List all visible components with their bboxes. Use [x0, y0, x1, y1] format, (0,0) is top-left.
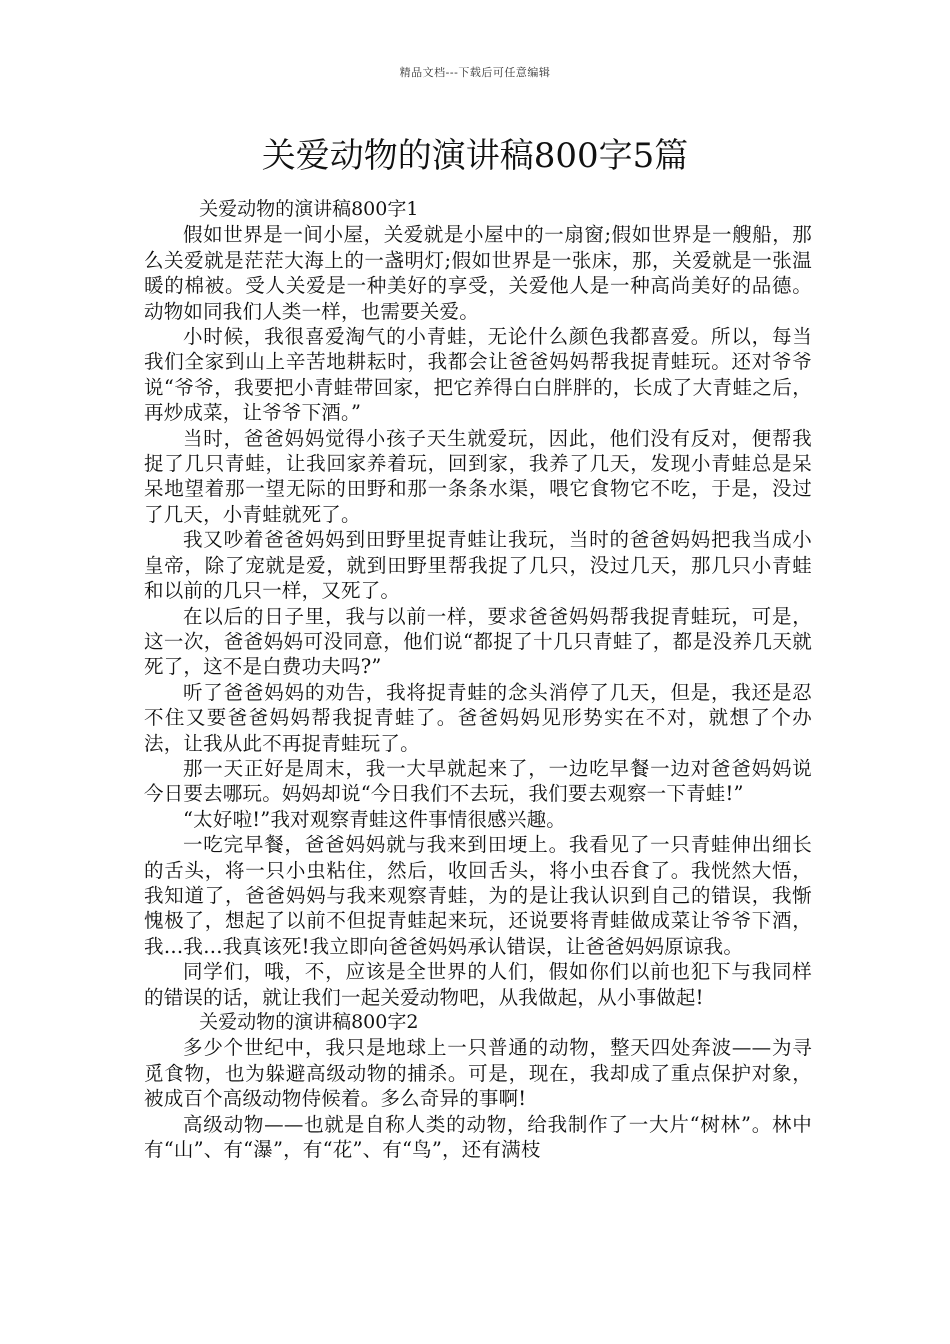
section-heading: 关爱动物的演讲稿800字2 — [199, 1011, 419, 1033]
body-paragraph: “太好啦!”我对观察青蛙这件事情很感兴趣。 — [183, 807, 566, 831]
body-paragraph: 高级动物——也就是自称人类的动物，给我制作了一大片“树林”。林中有“山”、有“瀑”，有“花”、有“鸟”，还有满枝 — [144, 1112, 812, 1162]
section-heading: 关爱动物的演讲稿800字1 — [199, 198, 419, 220]
body-paragraph: 当时，爸爸妈妈觉得小孩子天生就爱玩，因此，他们没有反对，便帮我捉了几只青蛙，让我回家养着玩，回到家，我养了几天，发现小青蛙总是呆呆地望着那一望无际的田野和那一条条水渠，喂它食物它不吃，于是，没过了几天，小青蛙就死了。 — [144, 426, 812, 526]
body-paragraph: 那一天正好是周末，我一大早就起来了，一边吃早餐一边对爸爸妈妈说今日要去哪玩。妈妈却说“今日我们不去玩，我们要去观察一下青蛙!” — [144, 756, 812, 806]
body-paragraph: 假如世界是一间小屋，关爱就是小屋中的一扇窗;假如世界是一艘船，那么关爱就是茫茫大海上的一盏明灯;假如世界是一张床，那，关爱就是一张温暖的棉被。受人关爱是一种美好的享受，关爱他人是一种高尚美好的品德。动物如同我们人类一样，也需要关爱。 — [144, 223, 812, 323]
document-body — [144, 197, 812, 1162]
body-paragraph: 小时候，我很喜爱淘气的小青蛙，无论什么颜色我都喜爱。所以，每当我们全家到山上辛苦地耕耘时，我都会让爸爸妈妈帮我捉青蛙玩。还对爷爷说“爷爷，我要把小青蛙带回家，把它养得白白胖胖的，长成了大青蛙之后，再炒成菜，让爷爷下酒。” — [144, 325, 812, 425]
body-paragraph: 同学们，哦，不，应该是全世界的人们，假如你们以前也犯下与我同样的错误的话，就让我们一起关爱动物吧，从我做起，从小事做起! — [144, 960, 812, 1009]
page-header-note: 精品文档---下载后可任意编辑 — [399, 66, 551, 79]
body-paragraph: 多少个世纪中，我只是地球上一只普通的动物，整天四处奔波——为寻觅食物，也为躲避高级动物的捕杀。可是，现在，我却成了重点保护对象，被成百个高级动物侍候着。多么奇异的事啊! — [144, 1036, 812, 1111]
document-title: 关爱动物的演讲稿800字5篇 — [261, 136, 689, 176]
body-paragraph: 一吃完早餐，爸爸妈妈就与我来到田埂上。我看见了一只青蛙伸出细长的舌头，将一只小虫粘住，然后，收回舌头，将小虫吞食了。我恍然大悟，我知道了，爸爸妈妈与我来观察青蛙，为的是让我认识到自己的错误，我惭愧极了，想起了以前不但捉青蛙起来玩，还说要将青蛙做成菜让爷爷下酒，我…我…我真该死!我立即向爸爸妈妈承认错误，让爸爸妈妈原谅我。 — [144, 833, 812, 958]
body-paragraph: 在以后的日子里，我与以前一样，要求爸爸妈妈帮我捉青蛙玩，可是，这一次，爸爸妈妈可没同意，他们说“都捉了十几只青蛙了，都是没养几天就死了，这不是白费功夫吗?” — [144, 604, 812, 679]
body-paragraph: 我又吵着爸爸妈妈到田野里捉青蛙让我玩，当时的爸爸妈妈把我当成小皇帝，除了宠就是爱，就到田野里帮我捉了几只，没过几天，那几只小青蛙和以前的几只一样，又死了。 — [144, 528, 812, 603]
body-paragraph: 听了爸爸妈妈的劝告，我将捉青蛙的念头消停了几天，但是，我还是忍不住又要爸爸妈妈帮我捉青蛙了。爸爸妈妈见形势实在不对，就想了个办法，让我从此不再捉青蛙玩了。 — [144, 680, 812, 755]
